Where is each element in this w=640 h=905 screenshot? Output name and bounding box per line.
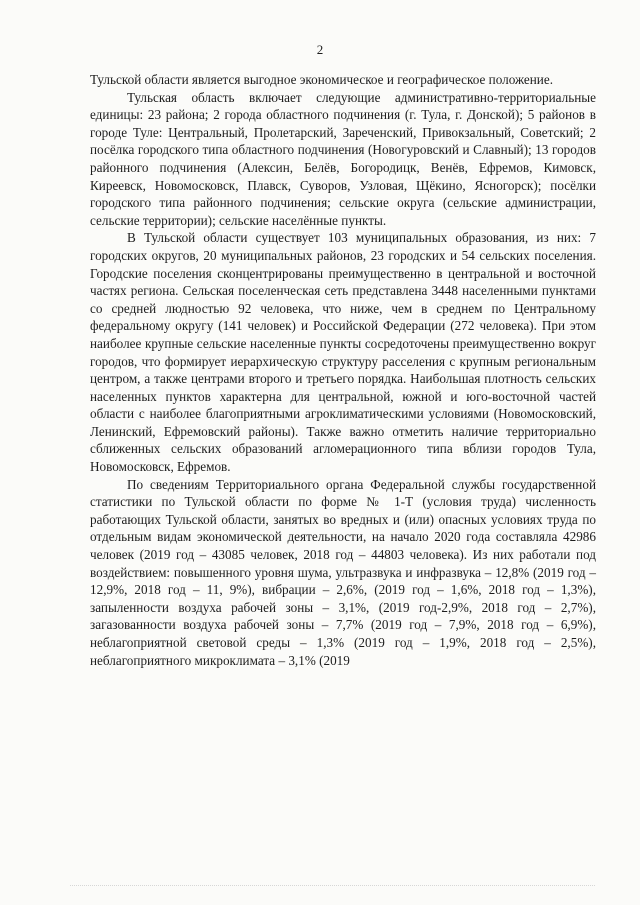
paragraph-working-conditions: По сведениям Территориального органа Федеральной службы государственной статистики по Тульской области по форме № 1-Т (условия труда) численность работающих Тульской области, занятых во вредных и (или) опасных условиях труда по отдельным видам экономической деятельности, на начало 2020 года составляла 42986 человек (2019 год – 43085 человек, 2018 год – 44803 человека). Из них работали под воздействием: повышенного уровня шума, ультразвука и инфразвука – 12,8% (2019 год – 12,9%, 2018 год – 11, 9%), вибрации – 2,6%, (2019 год – 1,6%, 2018 год – 1,3%), запыленности воздуха рабочей зоны – 3,1%, (2019 год-2,9%, 2018 год – 2,7%), загазованности воздуха рабочей зоны – 7,7% (2019 год – 7,9%, 2018 год – 6,9%), неблагоприятной световой среды – 1,3% (2019 год – 1,9%, 2018 год – 2,5%), неблагоприятного микроклимата – 3,1% (2019: [90, 476, 596, 668]
page-number: 2: [316, 42, 324, 57]
paragraph-continuation: Тульской области является выгодное экономическое и географическое положение.: [90, 72, 554, 87]
scan-artifact: [70, 885, 595, 887]
paragraph-municipalities: В Тульской области существует 103 муниципальных образования, из них: 7 городских округов, 20 муниципальных районов, 23 городских и 54 сельских поселения. Городские поселения сконцентрированы преимущественно в центральной и восточной частях региона. Сельская поселенческая сеть представлена 3448 населенными пунктами со средней людностью 92 человека, что ниже, чем в среднем по Центральному федеральному округу (141 человек) и Российской Федерации (272 человека). При этом наиболее крупные сельские населенные пункты сосредоточены преимущественно вокруг городов, что формирует иерархическую структуру расселения с крупным региональным центром, а также центрами второго и третьего порядка. Наибольшая плотность сельских населенных пунктов характерна для центральной, южной и юго-восточной частей области с наиболее благоприятными агроклиматическими условиями (Новомосковский, Ленинский, Ефремовский районы). Также важно отметить наличие территориально сближенных сельских образований агломерационного типа вблизи городов Тула, Новомосковск, Ефремов.: [90, 230, 596, 475]
paragraph-admin-units: Тульская область включает следующие административно-территориальные единицы: 23 района; 2 города областного подчинения (г. Тула, г. Донской); 5 районов в городе Туле: Центральный, Пролетарский, Зареченский, Привокзальный, Советский; 2 посёлка городского типа областного подчинения (Новогуровский и Славный); 13 городов районного подчинения (Алексин, Белёв, Богородицк, Венёв, Ефремов, Кимовск, Киреевск, Новомосковск, Плавск, Суворов, Узловая, Щёкино, Ясногорск); посёлки городского типа районного подчинения; сельские округа (сельские администрации, сельские территории); сельские населённые пункты.: [90, 89, 596, 228]
document-body: [90, 71, 596, 669]
